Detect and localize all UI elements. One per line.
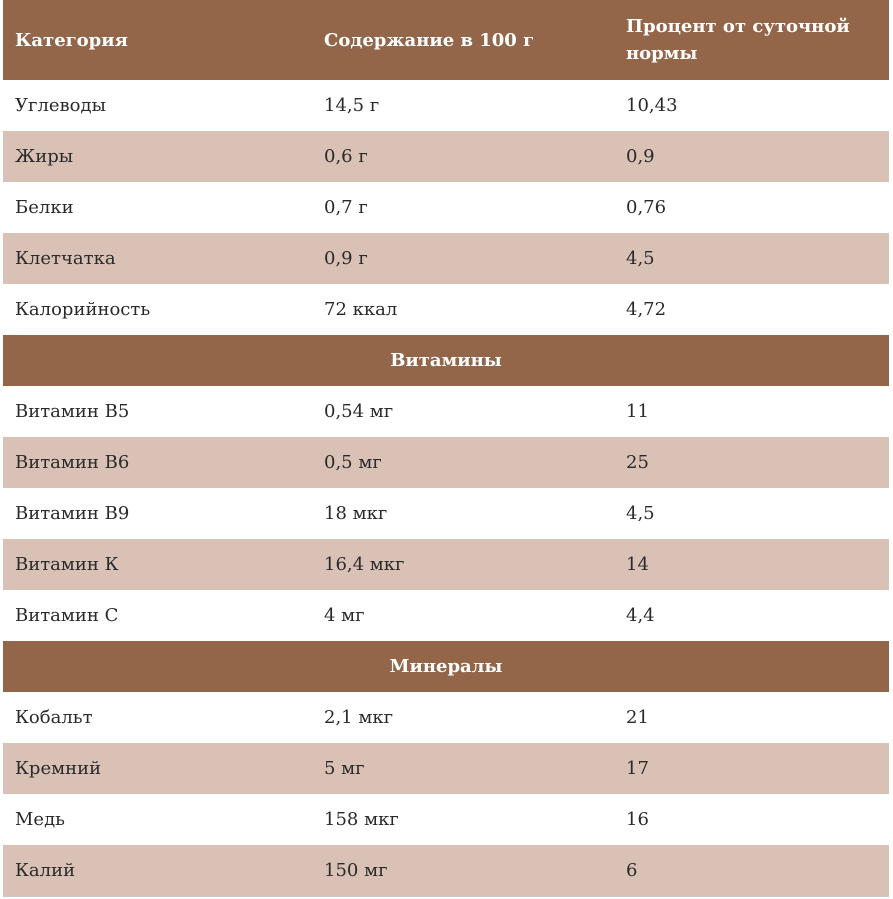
- cell-content: 158 мкг: [312, 794, 614, 845]
- cell-content: 16,4 мкг: [312, 539, 614, 590]
- table-row: [3, 692, 889, 743]
- header-percent: Процент от суточной нормы: [614, 0, 889, 80]
- cell-content: 2,1 мкг: [312, 692, 614, 743]
- header-content: Содержание в 100 г: [312, 0, 614, 80]
- cell-percent: 6: [614, 845, 889, 897]
- cell-content: 18 мкг: [312, 488, 614, 539]
- cell-content: 5 мг: [312, 743, 614, 794]
- table-row: [3, 845, 889, 897]
- cell-content: 4 мг: [312, 590, 614, 641]
- header-category: Категория: [3, 0, 312, 80]
- cell-percent: 16: [614, 794, 889, 845]
- cell-category: Витамин В5: [3, 386, 312, 437]
- cell-percent: 17: [614, 743, 889, 794]
- cell-category: Белки: [3, 182, 312, 233]
- cell-percent: 4,72: [614, 284, 889, 335]
- cell-category: Жиры: [3, 131, 312, 182]
- cell-category: Витамин В9: [3, 488, 312, 539]
- table-row: [3, 437, 889, 488]
- table-row: [3, 794, 889, 845]
- cell-category: Медь: [3, 794, 312, 845]
- cell-category: Витамин С: [3, 590, 312, 641]
- cell-category: Калорийность: [3, 284, 312, 335]
- table-row: [3, 488, 889, 539]
- cell-content: 0,6 г: [312, 131, 614, 182]
- cell-percent: 0,76: [614, 182, 889, 233]
- table-row: [3, 80, 889, 131]
- cell-content: 0,7 г: [312, 182, 614, 233]
- table-row: [3, 182, 889, 233]
- table-row: [3, 590, 889, 641]
- section-header-vitamins: [3, 335, 889, 386]
- table-header-row: [3, 0, 889, 80]
- cell-percent: 10,43: [614, 80, 889, 131]
- cell-percent: 25: [614, 437, 889, 488]
- cell-percent: 21: [614, 692, 889, 743]
- section-title: Витамины: [3, 335, 889, 386]
- cell-content: 0,5 мг: [312, 437, 614, 488]
- cell-content: 0,54 мг: [312, 386, 614, 437]
- cell-content: 150 мг: [312, 845, 614, 897]
- nutrition-table: [3, 0, 889, 897]
- cell-percent: 4,5: [614, 488, 889, 539]
- table-row: [3, 743, 889, 794]
- table-row: [3, 284, 889, 335]
- table-row: [3, 386, 889, 437]
- cell-category: Витамин К: [3, 539, 312, 590]
- cell-category: Кобальт: [3, 692, 312, 743]
- table-row: [3, 131, 889, 182]
- cell-content: 72 ккал: [312, 284, 614, 335]
- cell-category: Углеводы: [3, 80, 312, 131]
- cell-percent: 11: [614, 386, 889, 437]
- cell-content: 0,9 г: [312, 233, 614, 284]
- section-header-minerals: [3, 641, 889, 692]
- cell-percent: 4,4: [614, 590, 889, 641]
- cell-content: 14,5 г: [312, 80, 614, 131]
- cell-category: Клетчатка: [3, 233, 312, 284]
- cell-percent: 0,9: [614, 131, 889, 182]
- table-row: [3, 233, 889, 284]
- nutrition-table-container: [3, 0, 889, 897]
- cell-percent: 4,5: [614, 233, 889, 284]
- cell-category: Калий: [3, 845, 312, 897]
- cell-category: Витамин В6: [3, 437, 312, 488]
- cell-category: Кремний: [3, 743, 312, 794]
- cell-percent: 14: [614, 539, 889, 590]
- table-row: [3, 539, 889, 590]
- section-title: Минералы: [3, 641, 889, 692]
